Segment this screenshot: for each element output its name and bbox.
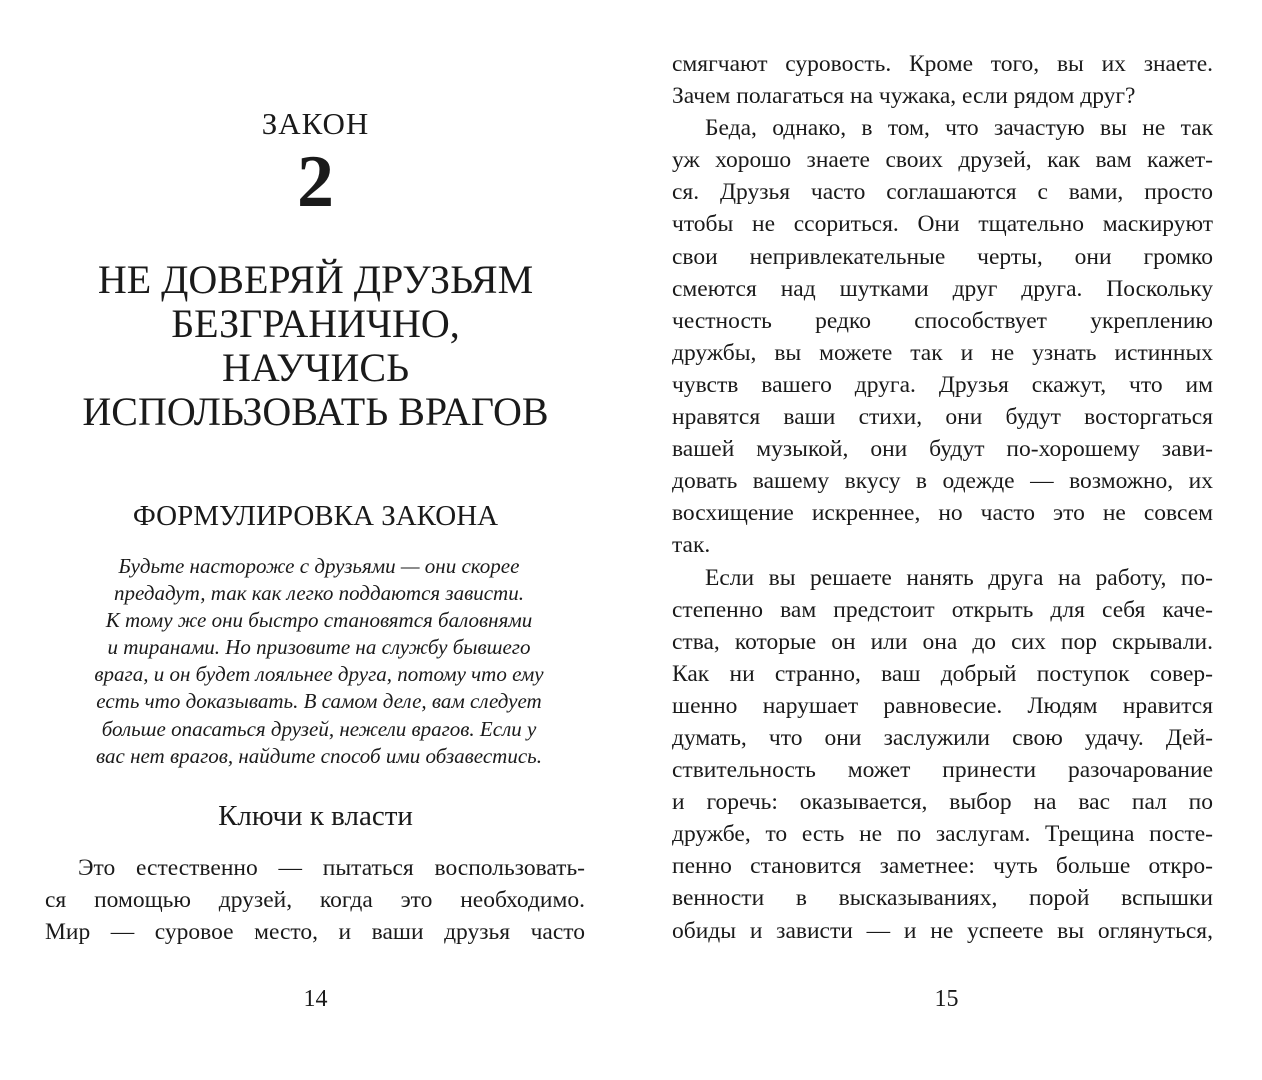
text-line: смеются над шутками друг друга. Поскольку — [672, 275, 1213, 302]
text-line: и горечь: оказывается, выбор на вас пал по — [672, 789, 1213, 816]
statement-line: предадут, так как легко поддаются зависти. — [114, 581, 524, 606]
title-line: ИСПОЛЬЗОВАТЬ ВРАГОВ — [82, 389, 549, 434]
title-line: НЕ ДОВЕРЯЙ ДРУЗЬЯМ — [97, 257, 534, 302]
text-line: Если вы решаете нанять друга на работу, по- — [705, 564, 1213, 591]
text-line: думать, что они заслужили свою удачу. Дей- — [672, 724, 1213, 751]
statement-heading: ФОРМУЛИРОВКА ЗАКОНА — [132, 500, 499, 532]
text-line: Это естественно — пытаться воспользовать- — [78, 855, 585, 881]
text-line: пенно становится заметнее: чуть больше откро- — [672, 853, 1213, 880]
text-line: так. — [672, 532, 711, 559]
text-line: вашей музыкой, они будут по-хорошему зави- — [672, 436, 1213, 463]
law-number: 2 — [297, 141, 334, 223]
text-line: обиды и зависти — и не успеете вы оглянуться, — [672, 917, 1213, 944]
text-line: Мир — суровое место, и ваши друзья часто — [45, 919, 585, 946]
text-line: Как ни странно, ваш добрый поступок совер- — [672, 660, 1213, 687]
text-line: чувств вашего друга. Друзья скажут, что им — [672, 371, 1213, 398]
law-label: ЗАКОН — [261, 106, 370, 141]
text-line: ствительность может принести разочарование — [672, 757, 1213, 784]
statement-line: врага, и он будет лояльнее друга, потому что ему — [94, 662, 544, 687]
text-line: нравятся ваши стихи, они будут восторгаться — [672, 404, 1213, 431]
text-line: чтобы не ссориться. Они тщательно маскируют — [672, 211, 1213, 238]
statement-line: есть что доказывать. В самом деле, вам следует — [96, 689, 542, 714]
text-line: ства, которые он или она до сих пор скрывали. — [672, 628, 1213, 655]
text-line: ся. Друзья часто соглашаются с вами, просто — [672, 179, 1213, 206]
text-line: честность редко способствует укреплению — [672, 307, 1213, 334]
text-line: Беда, однако, в том, что зачастую вы не так — [705, 115, 1213, 142]
text-line: восхищение искреннее, но часто это не совсем — [672, 500, 1213, 527]
text-line: ся помощью друзей, когда это необходимо. — [45, 887, 585, 914]
text-line: венности в высказываниях, порой вспышки — [672, 885, 1213, 912]
law-statement — [84, 553, 554, 770]
text-line: уж хорошо знаете своих друзей, как вам кажет- — [672, 147, 1213, 174]
text-line: шенно нарушает равновесие. Людям нравится — [672, 692, 1213, 719]
text-line: смягчают суровость. Кроме того, вы их знаете. — [672, 51, 1213, 77]
text-line: свои непривлекательные черты, они громко — [672, 243, 1213, 270]
section-heading: Ключи к власти — [218, 800, 413, 832]
page-number: 15 — [934, 986, 959, 1012]
title-line: БЕЗГРАНИЧНО, — [171, 301, 460, 346]
statement-line: вас нет врагов, найдите способ ими обзавестись. — [96, 743, 542, 768]
text-line: довать вашему вкусу в одежде — возможно, их — [672, 468, 1213, 495]
law-title — [0, 258, 631, 434]
body-text — [45, 852, 585, 948]
statement-line: К тому же они быстро становятся баловнями — [105, 608, 533, 633]
text-line: Зачем полагаться на чужака, если рядом друг? — [672, 83, 1136, 110]
title-line: НАУЧИСЬ — [221, 345, 410, 390]
text-line: дружбы, вы можете так и не узнать истинных — [672, 339, 1213, 366]
text-line: дружбе, то есть не по заслугам. Трещина посте- — [672, 821, 1213, 848]
statement-line: больше опасаться друзей, нежели врагов. Если у — [101, 716, 537, 741]
statement-line: и тиранами. Но призовите на службу бывшего — [107, 635, 531, 660]
text-line: степенно вам предстоит открыть для себя каче- — [672, 596, 1213, 623]
page-number: 14 — [303, 986, 328, 1012]
right-page — [631, 0, 1262, 1080]
statement-line: Будьте настороже с друзьями — они скорее — [118, 554, 520, 578]
body-text — [672, 48, 1213, 947]
